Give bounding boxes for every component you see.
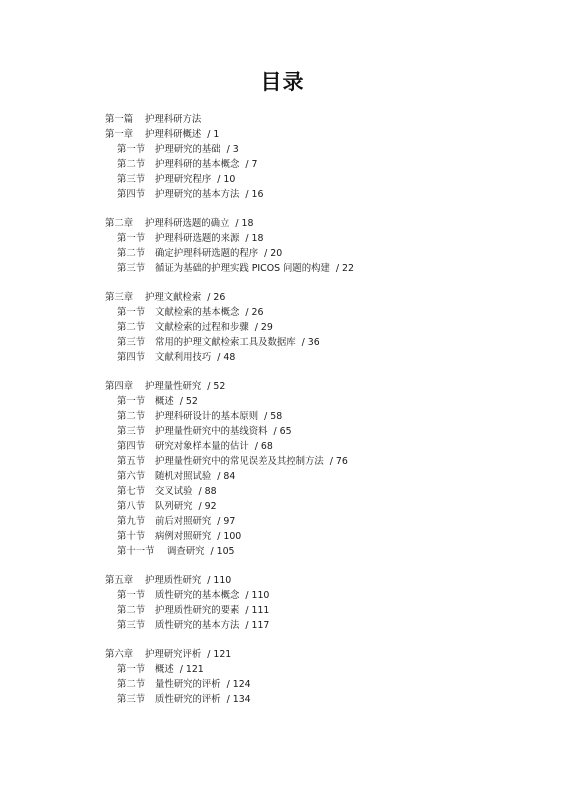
section-title: 确定护理科研选题的程序 (155, 248, 259, 259)
section-page: / 121 (179, 664, 204, 675)
chapter-group (105, 379, 545, 559)
section-title: 概述 (155, 396, 174, 407)
section-number: 第二节 (117, 159, 146, 170)
chapter-page: / 26 (207, 292, 226, 303)
page-title: 目录 (260, 70, 305, 94)
section-entry[interactable] (105, 454, 545, 469)
section-title: 护理科研选题的来源 (155, 233, 240, 244)
section-page: / 100 (217, 531, 242, 542)
section-entry[interactable] (105, 618, 545, 633)
chapter-group (105, 290, 545, 365)
chapter-title: 护理量性研究 (145, 381, 202, 392)
chapter-number: 第二章 (105, 218, 134, 229)
section-entry[interactable] (105, 588, 545, 603)
section-title: 质性研究的基本方法 (155, 620, 240, 631)
section-page: / 105 (210, 546, 235, 557)
chapter-group (105, 216, 545, 276)
section-page: / 111 (245, 605, 270, 616)
section-title: 调查研究 (167, 546, 205, 557)
section-entry[interactable] (105, 692, 545, 707)
section-number: 第八节 (117, 501, 146, 512)
section-entry[interactable] (105, 350, 545, 365)
section-entry[interactable] (105, 305, 545, 320)
section-number: 第九节 (117, 516, 146, 527)
section-page: / 110 (245, 590, 270, 601)
section-title: 交叉试验 (155, 486, 193, 497)
section-title: 量性研究的评析 (155, 679, 221, 690)
section-entry[interactable] (105, 484, 545, 499)
section-number: 第二节 (117, 679, 146, 690)
section-page: / 48 (217, 352, 236, 363)
section-entry[interactable] (105, 677, 545, 692)
section-entry[interactable] (105, 231, 545, 246)
section-number: 第四节 (117, 189, 146, 200)
section-page: / 65 (273, 426, 292, 437)
chapter-title: 护理研究评析 (145, 649, 202, 660)
chapter-entry[interactable] (105, 379, 545, 394)
section-title: 概述 (155, 664, 174, 675)
section-entry[interactable] (105, 187, 545, 202)
chapter-number: 第三章 (105, 292, 134, 303)
section-entry[interactable] (105, 157, 545, 172)
section-entry[interactable] (105, 603, 545, 618)
chapter-page: / 121 (207, 649, 232, 660)
part-heading (105, 112, 545, 127)
section-number: 第一节 (117, 396, 146, 407)
section-title: 护理质性研究的要素 (155, 605, 240, 616)
section-number: 第十一节 (117, 546, 155, 557)
chapter-group (105, 647, 545, 707)
section-title: 病例对照研究 (155, 531, 212, 542)
section-title: 护理研究的基本方法 (155, 189, 240, 200)
section-entry[interactable] (105, 424, 545, 439)
part-title: 护理科研方法 (145, 114, 202, 125)
section-page: / 84 (217, 471, 236, 482)
section-title: 队列研究 (155, 501, 193, 512)
section-entry[interactable] (105, 246, 545, 261)
section-title: 文献检索的过程和步骤 (155, 322, 249, 333)
section-title: 随机对照试验 (155, 471, 212, 482)
chapter-group (105, 127, 545, 202)
section-page: / 29 (254, 322, 273, 333)
section-number: 第三节 (117, 620, 146, 631)
section-number: 第四节 (117, 441, 146, 452)
section-number: 第二节 (117, 411, 146, 422)
section-number: 第三节 (117, 337, 146, 348)
section-title: 循证为基础的护理实践 PICOS 问题的构建 (155, 263, 330, 274)
section-page: / 92 (198, 501, 217, 512)
section-entry[interactable] (105, 142, 545, 157)
section-number: 第七节 (117, 486, 146, 497)
section-number: 第十节 (117, 531, 146, 542)
section-page: / 36 (301, 337, 320, 348)
section-page: / 68 (254, 441, 273, 452)
section-page: / 52 (179, 396, 198, 407)
chapter-number: 第一章 (105, 129, 134, 140)
section-title: 文献检索的基本概念 (155, 307, 240, 318)
section-entry[interactable] (105, 514, 545, 529)
chapter-entry[interactable] (105, 216, 545, 231)
section-title: 质性研究的基本概念 (155, 590, 240, 601)
section-page: / 76 (329, 456, 348, 467)
section-title: 护理科研的基本概念 (155, 159, 240, 170)
section-title: 前后对照研究 (155, 516, 212, 527)
section-page: / 134 (226, 694, 251, 705)
section-number: 第二节 (117, 605, 146, 616)
section-number: 第一节 (117, 664, 146, 675)
chapter-page: / 52 (207, 381, 226, 392)
section-title: 护理科研设计的基本原则 (155, 411, 259, 422)
section-entry[interactable] (105, 439, 545, 454)
section-entry[interactable] (105, 394, 545, 409)
chapter-page: / 18 (235, 218, 254, 229)
section-page: / 22 (335, 263, 354, 274)
section-page: / 97 (217, 516, 236, 527)
part-number: 第一篇 (105, 114, 134, 125)
section-number: 第一节 (117, 590, 146, 601)
section-number: 第一节 (117, 144, 146, 155)
section-number: 第五节 (117, 456, 146, 467)
table-of-contents (105, 112, 545, 721)
section-entry[interactable] (105, 335, 545, 350)
section-entry[interactable] (105, 320, 545, 335)
section-page: / 58 (264, 411, 283, 422)
section-entry[interactable] (105, 499, 545, 514)
section-entry[interactable] (105, 469, 545, 484)
section-title: 文献利用技巧 (155, 352, 212, 363)
section-number: 第一节 (117, 307, 146, 318)
section-title: 研究对象样本量的估计 (155, 441, 249, 452)
section-title: 护理量性研究中的基线资料 (155, 426, 268, 437)
section-entry[interactable] (105, 172, 545, 187)
section-entry[interactable] (105, 409, 545, 424)
section-page: / 18 (245, 233, 264, 244)
section-page: / 88 (198, 486, 217, 497)
chapter-number: 第四章 (105, 381, 134, 392)
chapter-title: 护理文献检索 (145, 292, 202, 303)
section-page: / 20 (264, 248, 283, 259)
section-title: 护理研究程序 (155, 174, 212, 185)
section-page: / 16 (245, 189, 264, 200)
section-title: 护理研究的基础 (155, 144, 221, 155)
chapter-entry[interactable] (105, 290, 545, 305)
section-number: 第六节 (117, 471, 146, 482)
chapter-group (105, 573, 545, 633)
chapter-entry[interactable] (105, 647, 545, 662)
chapter-page: / 110 (207, 575, 232, 586)
section-page: / 7 (245, 159, 258, 170)
chapter-title: 护理科研选题的确立 (145, 218, 230, 229)
section-title: 常用的护理文献检索工具及数据库 (155, 337, 296, 348)
section-page: / 10 (217, 174, 236, 185)
section-title: 质性研究的评析 (155, 694, 221, 705)
chapter-title: 护理科研概述 (145, 129, 202, 140)
section-number: 第三节 (117, 174, 146, 185)
section-entry[interactable] (105, 662, 545, 677)
section-page: / 124 (226, 679, 251, 690)
chapter-number: 第五章 (105, 575, 134, 586)
chapter-page: / 1 (207, 129, 220, 140)
section-page: / 26 (245, 307, 264, 318)
section-page: / 117 (245, 620, 270, 631)
section-number: 第三节 (117, 263, 146, 274)
section-number: 第二节 (117, 322, 146, 333)
section-number: 第一节 (117, 233, 146, 244)
section-number: 第二节 (117, 248, 146, 259)
section-number: 第四节 (117, 352, 146, 363)
chapter-title: 护理质性研究 (145, 575, 202, 586)
chapter-number: 第六章 (105, 649, 134, 660)
section-entry[interactable] (105, 544, 545, 559)
section-entry[interactable] (105, 529, 545, 544)
section-number: 第三节 (117, 426, 146, 437)
section-entry[interactable] (105, 261, 545, 276)
section-title: 护理量性研究中的常见误差及其控制方法 (155, 456, 324, 467)
chapter-entry[interactable] (105, 573, 545, 588)
section-page: / 3 (226, 144, 239, 155)
section-number: 第三节 (117, 694, 146, 705)
chapter-entry[interactable] (105, 127, 545, 142)
